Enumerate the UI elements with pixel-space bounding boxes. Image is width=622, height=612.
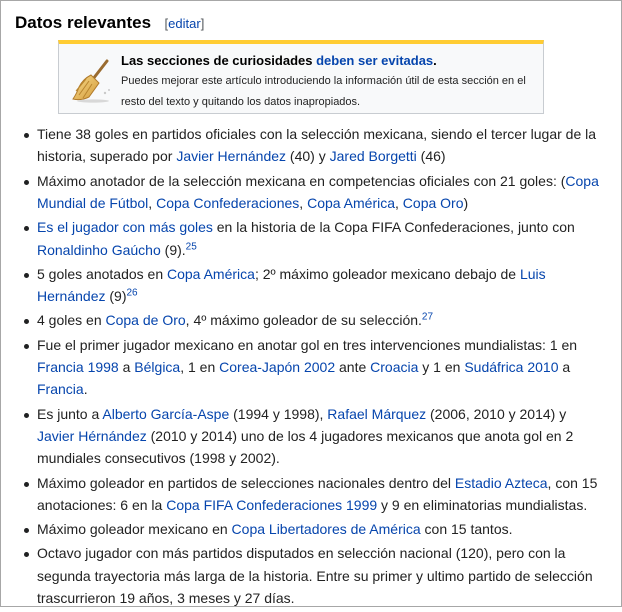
notice-title-prefix: Las secciones de curiosidades bbox=[121, 53, 317, 68]
section-title: Datos relevantes bbox=[15, 13, 152, 32]
reference-superscript bbox=[186, 241, 197, 252]
fact-text: ) bbox=[463, 195, 469, 212]
fact-link[interactable]: Estadio Azteca bbox=[454, 474, 548, 491]
fact-link[interactable]: Ronaldinho Gaúcho bbox=[37, 241, 161, 258]
fact-text: Es junto a bbox=[37, 405, 103, 422]
fact-link[interactable]: Alberto García-Aspe bbox=[102, 405, 230, 422]
broom-icon bbox=[69, 57, 115, 103]
fact-text: (40) y bbox=[286, 148, 330, 165]
fact-text: (2006, 2010 y 2014) y bbox=[426, 405, 567, 422]
edit-bracket-open: [ bbox=[164, 16, 169, 31]
fact-link[interactable]: Copa Oro bbox=[402, 195, 464, 212]
fact-link[interactable]: Es el jugador con más goles bbox=[37, 219, 213, 236]
reference-link[interactable]: 27 bbox=[421, 311, 434, 323]
fact-link[interactable]: Copa Mundial de Fútbol bbox=[37, 172, 599, 212]
fact-text: , bbox=[395, 195, 403, 212]
fact-text: Máximo anotador de la selección mexicana en competencias oficiales con 21 goles: ( bbox=[37, 172, 566, 189]
fact-text: Fue el primer jugador mexicano en anotar gol en tres intervenciones mundialistas: 1 en bbox=[37, 336, 578, 353]
notice-text bbox=[121, 52, 537, 113]
fact-text: (9) bbox=[105, 288, 127, 305]
fact-text: . bbox=[83, 381, 88, 398]
fact-link[interactable]: Copa América bbox=[307, 195, 396, 212]
fact-text: ; 2º máximo goleador mexicano debajo de bbox=[254, 265, 520, 282]
fact-text: y 1 en bbox=[418, 359, 465, 376]
facts-list bbox=[1, 123, 603, 612]
reference-link[interactable]: 25 bbox=[185, 240, 197, 252]
fact-link[interactable]: Corea-Japón 2002 bbox=[219, 359, 336, 376]
fact-text: y 9 en eliminatorias mundialistas. bbox=[377, 497, 588, 514]
fact-item bbox=[37, 518, 603, 540]
fact-text: (46) bbox=[416, 148, 446, 165]
fact-item bbox=[37, 263, 603, 308]
fact-text: en la historia de la Copa FIFA Confederaciones, junto con bbox=[212, 219, 575, 236]
fact-text: , 4º máximo goleador de su selección. bbox=[185, 312, 422, 329]
notice-title bbox=[121, 52, 537, 69]
fact-link[interactable]: Copa de Oro bbox=[105, 312, 186, 329]
fact-item bbox=[37, 542, 603, 609]
fact-link[interactable]: Copa Libertadores de América bbox=[231, 521, 421, 538]
fact-text: , bbox=[299, 195, 308, 212]
fact-text: , con 15 anotaciones: 6 en la bbox=[37, 474, 598, 514]
fact-text: Tiene 38 goles en partidos oficiales con la selección mexicana, siendo el tercer lugar de la historia, superado por bbox=[37, 126, 597, 165]
notice-body: Puedes mejorar este artículo introduciendo la información útil de esta sección en el resto del texto y quitando los datos inapropiados. bbox=[121, 75, 526, 108]
fact-item bbox=[37, 123, 603, 168]
fact-text: a bbox=[558, 359, 571, 376]
fact-text: (2010 y 2014) uno de los 4 jugadores mexicanos que anota gol en 2 mundiales consecutivos (1998 y 2002). bbox=[37, 428, 574, 467]
fact-text: Octavo jugador con más partidos disputados en selección nacional (120), pero con la segunda trayectoria más larga de la historia. Entre su primer y ultimo partido de selección trascurrieron 19 años, 3 meses y 27 días. bbox=[37, 545, 593, 607]
fact-link[interactable]: Copa Confederaciones bbox=[156, 195, 300, 212]
fact-link[interactable]: Sudáfrica 2010 bbox=[464, 359, 559, 376]
fact-text: 5 goles anotados en bbox=[37, 265, 167, 282]
reference-superscript bbox=[127, 288, 138, 299]
fact-text: (9). bbox=[160, 241, 186, 258]
fact-text: , 1 en bbox=[180, 359, 220, 376]
reference-superscript bbox=[422, 312, 433, 323]
fact-text: Máximo goleador mexicano en bbox=[37, 521, 232, 538]
notice-title-suffix: . bbox=[433, 53, 437, 68]
edit-section bbox=[165, 16, 205, 31]
fact-link[interactable]: Francia bbox=[37, 381, 84, 398]
fact-text: ante bbox=[335, 359, 371, 376]
fact-link[interactable]: Jared Borgetti bbox=[329, 148, 417, 165]
edit-bracket-close: ] bbox=[200, 16, 205, 31]
fact-link[interactable]: Copa FIFA Confederaciones 1999 bbox=[166, 497, 378, 514]
fact-text: (1994 y 1998), bbox=[229, 405, 328, 422]
notice-title-link[interactable]: deben ser evitadas bbox=[316, 53, 434, 68]
fact-text: , bbox=[148, 195, 157, 212]
fact-link[interactable]: Javier Hérnández bbox=[37, 428, 147, 445]
fact-item bbox=[37, 216, 603, 261]
fact-text: 4 goles en bbox=[37, 312, 106, 329]
fact-text: Máximo goleador en partidos de selecciones nacionales dentro del bbox=[37, 474, 455, 491]
fact-item bbox=[37, 309, 603, 331]
fact-link[interactable]: Luis Hernández bbox=[37, 265, 546, 305]
fact-item bbox=[37, 472, 603, 517]
fact-link[interactable]: Rafael Márquez bbox=[327, 405, 427, 422]
reference-link[interactable]: 26 bbox=[126, 287, 138, 299]
fact-link[interactable]: Francia 1998 bbox=[37, 359, 119, 376]
section-heading-row bbox=[15, 13, 204, 33]
fact-link[interactable]: Javier Hernández bbox=[176, 148, 287, 165]
fact-item bbox=[37, 403, 603, 470]
fact-text: a bbox=[118, 359, 135, 376]
edit-link[interactable]: editar bbox=[168, 16, 201, 31]
fact-item bbox=[37, 334, 603, 401]
fact-text: con 15 tantos. bbox=[420, 521, 513, 538]
trivia-notice-box bbox=[58, 40, 544, 114]
fact-link[interactable]: Bélgica bbox=[134, 359, 181, 376]
fact-link[interactable]: Croacia bbox=[370, 359, 419, 376]
fact-link[interactable]: Copa América bbox=[167, 265, 255, 282]
fact-item bbox=[37, 170, 603, 215]
